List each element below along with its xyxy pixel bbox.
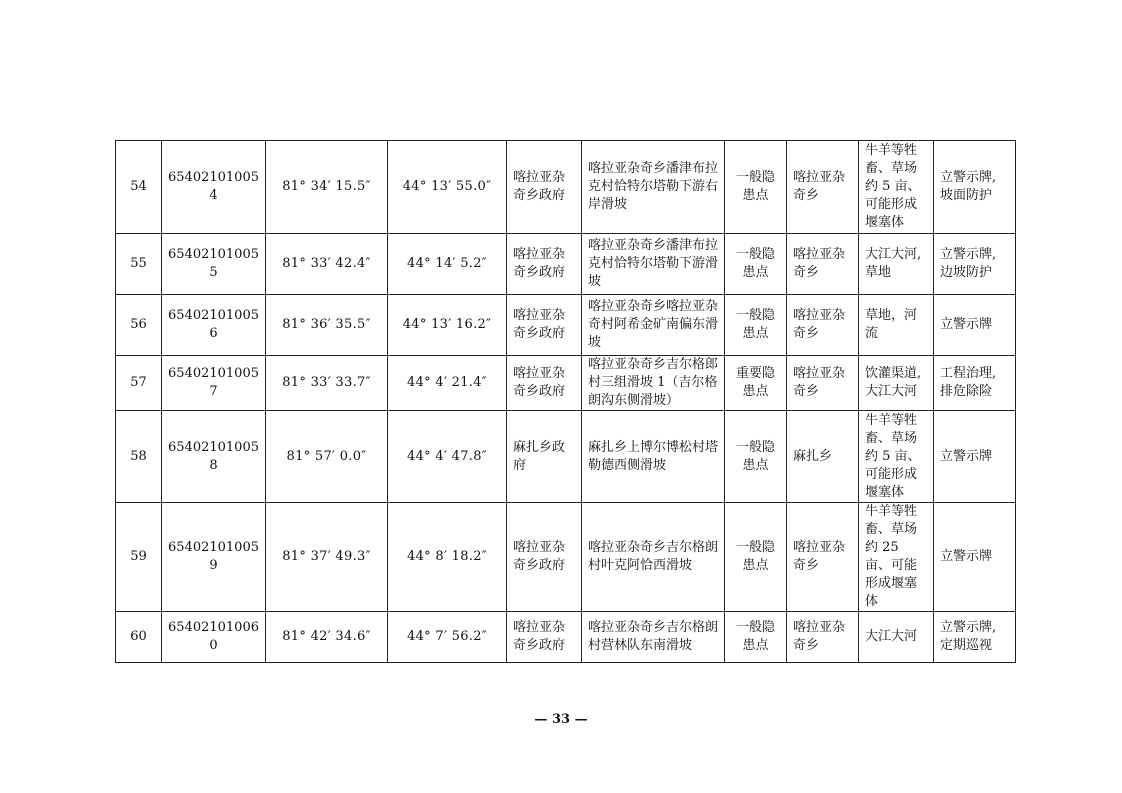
- table-row: [116, 411, 1016, 503]
- table-row: [116, 612, 1016, 663]
- longitude: 81° 57′ 0.0″: [266, 411, 388, 503]
- location: 喀拉亚杂奇乡: [787, 295, 859, 356]
- prevention-measure: 工程治理,排危除险: [934, 356, 1016, 411]
- table-row: [116, 295, 1016, 356]
- threat-object: 草地，河流: [859, 295, 934, 356]
- row-number: 56: [116, 295, 162, 356]
- longitude: 81° 33′ 33.7″: [266, 356, 388, 411]
- location: 喀拉亚杂奇乡: [787, 356, 859, 411]
- prevention-measure: 立警示牌,坡面防护: [934, 141, 1016, 234]
- hazard-name: 喀拉亚杂奇乡吉尔格郎村三组滑坡 1（吉尔格朗沟东侧滑坡）: [582, 356, 725, 411]
- table-row: [116, 503, 1016, 612]
- location: 喀拉亚杂奇乡: [787, 141, 859, 234]
- latitude: 44° 13′ 16.2″: [388, 295, 507, 356]
- table-row: [116, 356, 1016, 411]
- point-code: 654021010056: [162, 295, 266, 356]
- threat-object: 牛羊等牲畜、草场约 5 亩、可能形成堰塞体: [859, 141, 934, 234]
- row-number: 58: [116, 411, 162, 503]
- hazard-level: 一般隐患点: [725, 234, 787, 295]
- hazard-name: 麻扎乡上博尔博松村塔勒德西侧滑坡: [582, 411, 725, 503]
- point-code: 654021010057: [162, 356, 266, 411]
- hazard-points-table: [115, 140, 1016, 663]
- responsible-unit: 喀拉亚杂奇乡政府: [507, 612, 582, 663]
- location: 麻扎乡: [787, 411, 859, 503]
- hazard-level: 重要隐患点: [725, 356, 787, 411]
- longitude: 81° 42′ 34.6″: [266, 612, 388, 663]
- prevention-measure: 立警示牌,边坡防护: [934, 234, 1016, 295]
- page-number: — 33 —: [534, 712, 588, 727]
- location: 喀拉亚杂奇乡: [787, 503, 859, 612]
- threat-object: 大江大河: [859, 612, 934, 663]
- threat-object: 大江大河,草地: [859, 234, 934, 295]
- hazard-level: 一般隐患点: [725, 503, 787, 612]
- table-row: [116, 141, 1016, 234]
- hazard-level: 一般隐患点: [725, 141, 787, 234]
- latitude: 44° 8′ 18.2″: [388, 503, 507, 612]
- prevention-measure: 立警示牌,定期巡视: [934, 612, 1016, 663]
- row-number: 54: [116, 141, 162, 234]
- hazard-name: 喀拉亚杂奇乡潘津布拉克村恰特尔塔勒下游右岸滑坡: [582, 141, 725, 234]
- latitude: 44° 4′ 21.4″: [388, 356, 507, 411]
- hazard-name: 喀拉亚杂奇乡吉尔格朗村叶克阿恰西滑坡: [582, 503, 725, 612]
- latitude: 44° 13′ 55.0″: [388, 141, 507, 234]
- row-number: 57: [116, 356, 162, 411]
- longitude: 81° 33′ 42.4″: [266, 234, 388, 295]
- row-number: 60: [116, 612, 162, 663]
- hazard-name: 喀拉亚杂奇乡吉尔格朗村营林队东南滑坡: [582, 612, 725, 663]
- responsible-unit: 喀拉亚杂奇乡政府: [507, 503, 582, 612]
- point-code: 654021010058: [162, 411, 266, 503]
- point-code: 654021010055: [162, 234, 266, 295]
- point-code: 654021010054: [162, 141, 266, 234]
- prevention-measure: 立警示牌: [934, 295, 1016, 356]
- point-code: 654021010060: [162, 612, 266, 663]
- prevention-measure: 立警示牌: [934, 503, 1016, 612]
- latitude: 44° 4′ 47.8″: [388, 411, 507, 503]
- threat-object: 牛羊等牲畜、草场约 5 亩、可能形成堰塞体: [859, 411, 934, 503]
- row-number: 55: [116, 234, 162, 295]
- threat-object: 饮灌渠道,大江大河: [859, 356, 934, 411]
- hazard-name: 喀拉亚杂奇乡喀拉亚杂奇村阿希金矿南偏东滑坡: [582, 295, 725, 356]
- longitude: 81° 34′ 15.5″: [266, 141, 388, 234]
- hazard-level: 一般隐患点: [725, 411, 787, 503]
- responsible-unit: 喀拉亚杂奇乡政府: [507, 356, 582, 411]
- table-row: [116, 234, 1016, 295]
- hazard-level: 一般隐患点: [725, 295, 787, 356]
- point-code: 654021010059: [162, 503, 266, 612]
- threat-object: 牛羊等牲畜、草场约 25 亩、可能形成堰塞体: [859, 503, 934, 612]
- responsible-unit: 麻扎乡政府: [507, 411, 582, 503]
- latitude: 44° 7′ 56.2″: [388, 612, 507, 663]
- prevention-measure: 立警示牌: [934, 411, 1016, 503]
- responsible-unit: 喀拉亚杂奇乡政府: [507, 295, 582, 356]
- longitude: 81° 37′ 49.3″: [266, 503, 388, 612]
- location: 喀拉亚杂奇乡: [787, 612, 859, 663]
- row-number: 59: [116, 503, 162, 612]
- responsible-unit: 喀拉亚杂奇乡政府: [507, 234, 582, 295]
- longitude: 81° 36′ 35.5″: [266, 295, 388, 356]
- latitude: 44° 14′ 5.2″: [388, 234, 507, 295]
- responsible-unit: 喀拉亚杂奇乡政府: [507, 141, 582, 234]
- location: 喀拉亚杂奇乡: [787, 234, 859, 295]
- hazard-name: 喀拉亚杂奇乡潘津布拉克村恰特尔塔勒下游滑坡: [582, 234, 725, 295]
- hazard-level: 一般隐患点: [725, 612, 787, 663]
